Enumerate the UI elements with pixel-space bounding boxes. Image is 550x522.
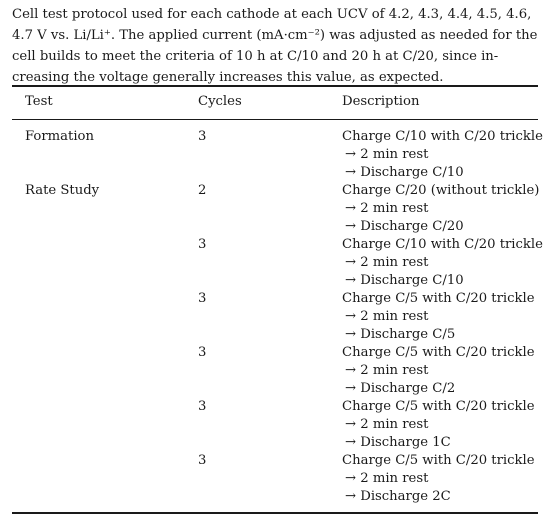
caption-line: 4.7 V vs. Li/Li⁺. The applied current (mA·cm⁻²) was adjusted as needed for the (12, 28, 538, 43)
cell-description (342, 129, 543, 183)
cell-cycles: 3 (198, 345, 207, 360)
header-description: Description (342, 94, 420, 109)
desc-line: → 2 min rest (345, 309, 429, 324)
desc-line: → Discharge C/20 (345, 219, 464, 234)
desc-line: Charge C/10 with C/20 trickle (342, 129, 543, 144)
table-top-rule (12, 85, 538, 87)
desc-line: → 2 min rest (345, 417, 429, 432)
desc-line: → Discharge C/10 (345, 165, 464, 180)
desc-line: → Discharge C/10 (345, 273, 464, 288)
desc-line: Charge C/20 (without trickle) (342, 183, 540, 198)
desc-line: Charge C/5 with C/20 trickle (342, 345, 535, 360)
caption-line: cell builds to meet the criteria of 10 h at C/10 and 20 h at C/20, since in- (12, 49, 499, 64)
cell-description (342, 399, 535, 453)
cell-cycles: 3 (198, 237, 207, 252)
desc-line: → 2 min rest (345, 255, 429, 270)
desc-line: → 2 min rest (345, 471, 429, 486)
desc-line: Charge C/5 with C/20 trickle (342, 291, 535, 306)
cell-cycles: 2 (198, 183, 207, 198)
caption-line: creasing the voltage generally increases this value, as expected. (12, 70, 444, 85)
cell-test: Formation (25, 129, 94, 144)
desc-line: → Discharge 2C (345, 489, 451, 504)
desc-line: → 2 min rest (345, 201, 429, 216)
cell-cycles: 3 (198, 399, 207, 414)
cell-cycles: 3 (198, 453, 207, 468)
desc-line: Charge C/5 with C/20 trickle (342, 453, 535, 468)
cell-description (342, 453, 535, 507)
cell-description (342, 291, 535, 345)
desc-line: → Discharge 1C (345, 435, 451, 450)
desc-line: → 2 min rest (345, 363, 429, 378)
cell-test: Rate Study (25, 183, 100, 198)
cell-description (342, 237, 543, 291)
cell-description (342, 183, 539, 237)
desc-line: Charge C/10 with C/20 trickle (342, 237, 543, 252)
desc-line: Charge C/5 with C/20 trickle (342, 399, 535, 414)
cell-cycles: 3 (198, 129, 207, 144)
header-cycles: Cycles (198, 94, 242, 109)
desc-line: → Discharge C/2 (345, 381, 456, 396)
cell-description (342, 345, 535, 399)
caption-line: Cell test protocol used for each cathode at each UCV of 4.2, 4.3, 4.4, 4.5, 4.6, (12, 7, 532, 22)
table-header-rule (12, 119, 538, 120)
cell-cycles: 3 (198, 291, 207, 306)
desc-line: → Discharge C/5 (345, 327, 456, 342)
table-bottom-rule (12, 512, 538, 514)
table-caption (12, 4, 540, 88)
desc-line: → 2 min rest (345, 147, 429, 162)
header-test: Test (25, 94, 53, 109)
